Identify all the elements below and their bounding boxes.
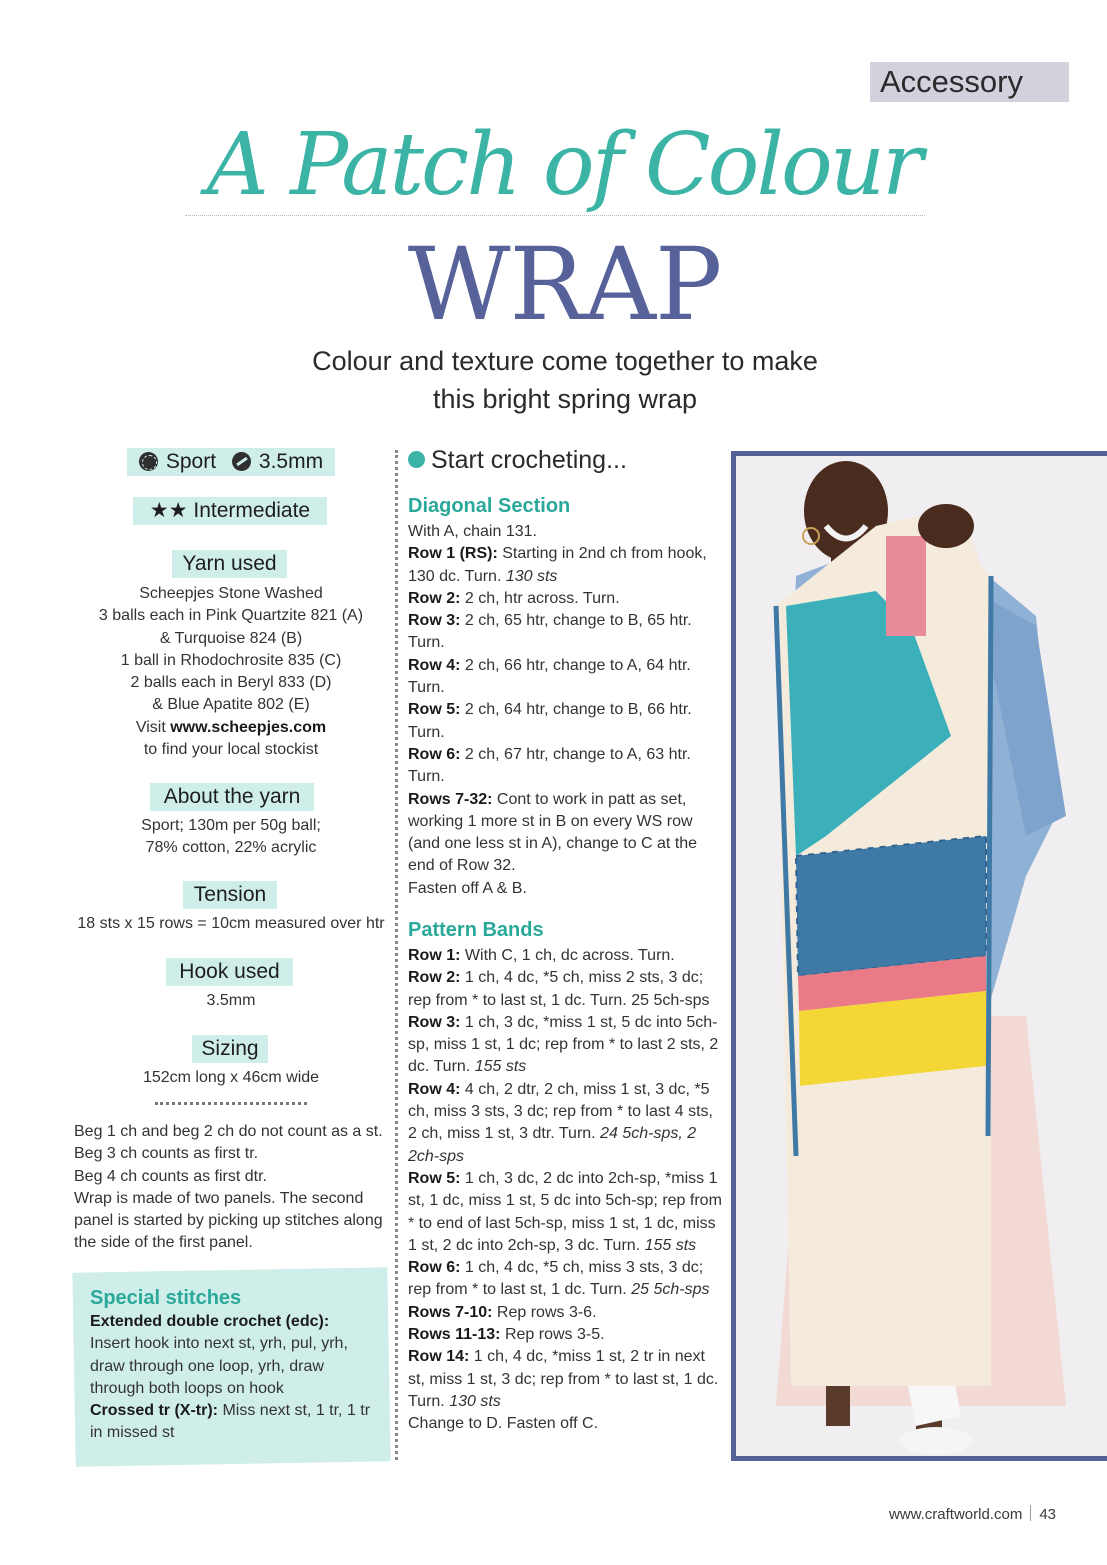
row-label: Row 5: <box>408 701 461 719</box>
start-crocheting-heading <box>408 446 627 475</box>
diagonal-outro: Fasten off A & B. <box>408 879 527 897</box>
row-label: Row 2: <box>408 969 461 987</box>
visit-prefix: Visit <box>135 718 171 736</box>
sizing-text: 152cm long x 46cm wide <box>142 1069 320 1086</box>
xtr-text: Miss next st, 1 tr, 1 tr in missed st <box>90 1402 371 1442</box>
row-label: Rows 11-13: <box>408 1326 501 1344</box>
row-text: 1 ch, 4 dc, *5 ch, miss 2 sts, 3 dc; rep from * to last st, 1 dc. Turn. 25 5ch-sps <box>408 969 710 1009</box>
footer-separator <box>1030 1505 1031 1521</box>
yarn-ball-icon <box>408 451 425 468</box>
title-line-1: A Patch of Colour <box>206 115 921 215</box>
row-text: Rep rows 3-5. <box>504 1326 605 1344</box>
row-text: With C, 1 ch, dc across. Turn. <box>464 947 675 964</box>
notes <box>74 1121 390 1255</box>
row-text: 1 ch, 4 dc, *5 ch, miss 3 sts, 3 dc; rep from * to last st, 1 dc. Turn. <box>408 1259 704 1299</box>
note-line: Beg 1 ch and beg 2 ch do not count as a st. <box>74 1123 383 1140</box>
row-label: Row 6: <box>408 1259 461 1277</box>
pattern-row <box>408 1012 726 1079</box>
row-text: 1 ch, 4 dc, *miss 1 st, 2 tr in next st, miss 1 st, 3 dc; rep from * to last st, 1 dc. Turn. <box>408 1348 719 1410</box>
title-divider <box>185 215 925 216</box>
pattern-row <box>408 1079 726 1168</box>
row-label: Row 3: <box>408 1013 461 1031</box>
column-divider <box>395 450 398 1460</box>
row-text: 2 ch, htr across. Turn. <box>464 589 620 607</box>
yarn-used-heading: Yarn used <box>172 550 287 578</box>
start-heading-text: Start crocheting... <box>431 446 627 474</box>
weight-hook-badge <box>127 448 335 476</box>
note-line: Beg 3 ch counts as first tr. <box>74 1145 259 1163</box>
footer-site[interactable]: www.craftworld.com <box>888 1506 1023 1523</box>
row-count: 130 sts <box>505 567 558 585</box>
row-text: 2 ch, 67 htr, change to A, 63 htr. Turn. <box>408 745 691 786</box>
pattern-row <box>408 945 726 967</box>
pattern-row <box>408 1346 726 1413</box>
hook-size-label: 3.5mm <box>258 450 324 473</box>
row-text: 4 ch, 2 dtr, 2 ch, miss 1 st, 3 dc, *5 ch, miss 3 sts, 3 dc; rep from * to last 4 sts, 2 ch, miss 1 st, 3 dtr. Turn. <box>408 1080 713 1143</box>
hook-icon <box>232 452 251 471</box>
about-yarn-text <box>72 815 390 860</box>
row-count: 24 5ch-sps, 2 2ch-sps <box>408 1125 697 1165</box>
diagonal-heading: Diagonal Section <box>408 495 571 517</box>
yarn-line: 2 balls each in Beryl 833 (D) <box>130 674 332 692</box>
hook-used-heading: Hook used <box>166 958 293 986</box>
page-footer <box>889 1505 1056 1523</box>
row-text: Rep rows 3-6. <box>496 1303 597 1321</box>
note-line: Beg 4 ch counts as first dtr. <box>74 1167 267 1185</box>
row-text: 2 ch, 65 htr, change to B, 65 htr. Turn. <box>408 612 692 652</box>
row-label: Row 2: <box>408 589 461 607</box>
difficulty-badge <box>133 497 327 525</box>
xtr-definition <box>90 1400 380 1445</box>
stockist-link[interactable]: www.scheepjes.com <box>170 718 327 736</box>
edc-label: Extended double crochet (edc): <box>90 1313 330 1330</box>
edc-text: Insert hook into next st, yrh, pul, yrh, draw through one loop, yrh, draw through both loops on hook <box>90 1335 348 1397</box>
sizing-heading: Sizing <box>192 1035 268 1063</box>
row-label: Row 6: <box>408 745 461 763</box>
row-label: Rows 7-32: <box>408 790 493 808</box>
visit-suffix: to find your local stockist <box>143 741 319 759</box>
dotted-divider <box>155 1102 307 1105</box>
pattern-row <box>408 1257 726 1302</box>
xtr-label: Crossed tr (X-tr): <box>90 1402 219 1420</box>
pattern-row <box>408 610 726 655</box>
standfirst <box>200 342 930 418</box>
pattern-row <box>408 744 726 789</box>
pattern-row <box>408 588 726 610</box>
row-count: 130 sts <box>449 1392 501 1410</box>
edc-definition <box>90 1311 380 1333</box>
pattern-row <box>408 543 726 588</box>
hook-used-text: 3.5mm <box>206 992 256 1009</box>
pattern-bands-section <box>408 918 726 1436</box>
yarn-line: & Turquoise 824 (B) <box>159 629 303 647</box>
row-count: 155 sts <box>474 1058 527 1076</box>
row-label: Row 14: <box>408 1348 470 1366</box>
tension-heading: Tension <box>183 881 277 909</box>
model-wearing-wrap-photo <box>736 456 1107 1456</box>
row-text: 2 ch, 64 htr, change to B, 66 htr. Turn. <box>408 701 692 741</box>
yarn-ball-icon <box>139 452 158 471</box>
row-text: 2 ch, 66 htr, change to A, 64 htr. Turn. <box>408 656 691 697</box>
title-line-2: WRAP <box>407 226 722 343</box>
row-label: Row 1: <box>408 947 461 964</box>
about-yarn-heading: About the yarn <box>150 783 314 811</box>
diagonal-intro: With A, chain 131. <box>408 523 537 540</box>
row-label: Row 5: <box>408 1169 461 1187</box>
tension-text: 18 sts x 15 rows = 10cm measured over htr <box>77 915 385 932</box>
about-yarn-line: 78% cotton, 22% acrylic <box>145 839 317 857</box>
row-label: Row 4: <box>408 656 461 674</box>
difficulty-stars: ★★ <box>149 499 188 522</box>
pattern-row <box>408 655 726 700</box>
row-label: Row 3: <box>408 612 461 630</box>
weight-label: Sport <box>165 450 217 473</box>
row-text: Starting in 2nd ch from hook, 130 dc. Turn. <box>408 545 707 585</box>
pattern-row <box>408 1168 726 1257</box>
pattern-row <box>408 967 726 1012</box>
row-text: Cont to work in patt as set, working 1 more st in B on every WS row (and one less st in A), change to C at the end of Row 32. <box>408 790 698 875</box>
standfirst-line-1: Colour and texture come together to make <box>312 346 818 376</box>
pattern-row <box>408 1302 726 1324</box>
about-yarn-line: Sport; 130m per 50g ball; <box>141 817 321 834</box>
pattern-row <box>408 699 726 744</box>
special-stitches-heading: Special stitches <box>90 1287 242 1309</box>
row-text: 1 ch, 3 dc, *miss 1 st, 5 dc into 5ch-sp, miss 1 st, 1 dc; rep from * to last 2 sts, 2 dc. Turn. <box>408 1013 719 1076</box>
yarn-line: 1 ball in Rhodochrosite 835 (C) <box>120 651 342 669</box>
yarn-line: 3 balls each in Pink Quartzite 821 (A) <box>98 607 364 625</box>
bands-outro: Change to D. Fasten off C. <box>408 1415 599 1433</box>
difficulty-label: Intermediate <box>193 499 311 522</box>
photo-illustration <box>736 456 1107 1456</box>
yarn-line: Scheepjes Stone Washed <box>139 585 323 602</box>
row-count: 155 sts <box>644 1236 697 1254</box>
pattern-row <box>408 1324 726 1346</box>
bands-heading: Pattern Bands <box>408 919 544 941</box>
yarn-line: & Blue Apatite 802 (E) <box>152 696 310 714</box>
row-label: Row 1 (RS): <box>408 545 498 563</box>
page-number: 43 <box>1039 1506 1056 1523</box>
diagonal-section <box>408 494 726 900</box>
section-tag: Accessory <box>870 62 1069 102</box>
note-line: Wrap is made of two panels. The second panel is started by picking up stitches along the side of the first panel. <box>74 1189 383 1252</box>
yarn-used-text <box>72 583 390 761</box>
standfirst-line-2: this bright spring wrap <box>432 384 698 414</box>
row-label: Rows 7-10: <box>408 1303 493 1321</box>
pattern-row <box>408 789 726 878</box>
row-count: 25 5ch-sps <box>631 1281 710 1299</box>
special-stitches <box>90 1285 380 1445</box>
row-text: 1 ch, 3 dc, 2 dc into 2ch-sp, *miss 1 st, 1 dc, miss 1 st, 5 dc into 5ch-sp; rep from * to end of last 5ch-sp, miss 1 st, 1 dc, miss 1 st, 2 dc into 2ch-sp, 3 dc. Turn. <box>408 1169 722 1254</box>
visit-line <box>72 717 390 739</box>
row-label: Row 4: <box>408 1080 461 1098</box>
